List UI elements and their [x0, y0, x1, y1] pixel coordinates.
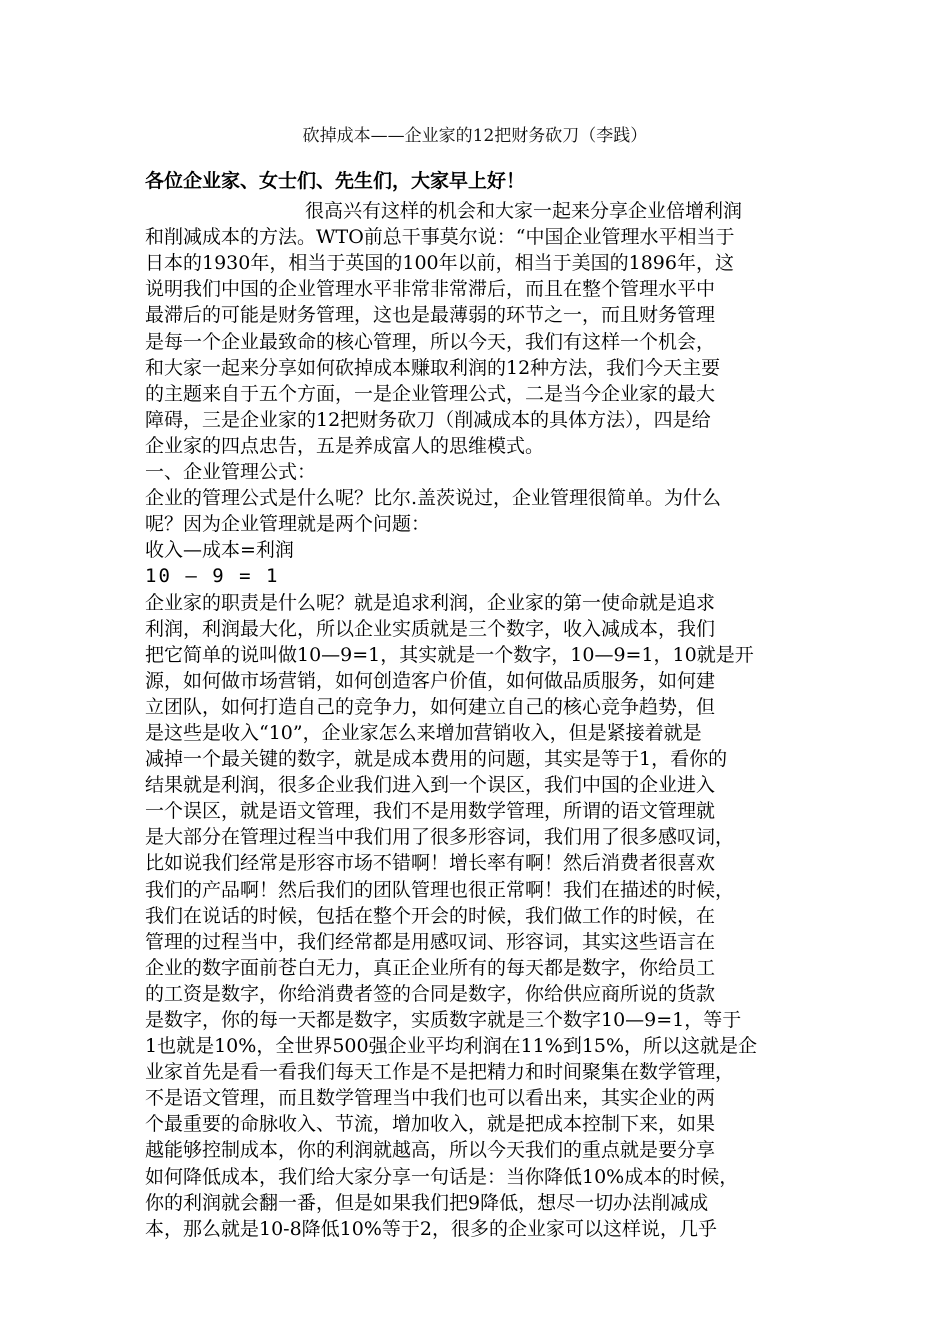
- body-line: 障碍，三是企业家的12把财务砍刀（削减成本的具体方法），四是给: [145, 408, 711, 431]
- body-line: 收入—成本=利润: [145, 539, 294, 562]
- body-line: 比如说我们经常是形容市场不错啊！增长率有啊！然后消费者很喜欢: [145, 852, 716, 875]
- body-line: 减掉一个最关键的数字，就是成本费用的问题，其实是等于1，看你的: [145, 748, 728, 771]
- body-line: 呢？因为企业管理就是两个问题：: [145, 513, 431, 536]
- document-title: 砍掉成本——企业家的12把财务砍刀（李践）: [302, 126, 648, 146]
- body-line: 最滞后的可能是财务管理，这也是最薄弱的环节之一，而且财务管理: [145, 304, 716, 327]
- body-line: 立团队，如何打造自己的竞争力，如何建立自己的核心竞争趋势，但: [145, 695, 716, 718]
- document-body: [145, 168, 810, 1242]
- body-line: 是这些是收入“10”，企业家怎么来增加营销收入，但是紧接着就是: [145, 721, 702, 744]
- body-line: 越能够控制成本，你的利润就越高，所以今天我们的重点就是要分享: [145, 1139, 716, 1162]
- paragraph-lines: [145, 198, 810, 1242]
- body-line: 把它简单的说叫做10—9=1，其实就是一个数字，10—9=1，10就是开: [145, 643, 754, 666]
- body-line: 的工资是数字，你给消费者签的合同是数字，你给供应商所说的货款: [145, 982, 716, 1005]
- body-line: 的主题来自于五个方面，一是企业管理公式，二是当今企业家的最大: [145, 382, 716, 405]
- body-line: 个最重要的命脉收入、节流，增加收入，就是把成本控制下来，如果: [145, 1113, 716, 1136]
- body-line: 如何降低成本，我们给大家分享一句话是：当你降低10%成本的时候，: [145, 1165, 739, 1188]
- body-line: 日本的1930年，相当于英国的100年以前，相当于美国的1896年，这: [145, 252, 734, 275]
- body-line: 和削减成本的方法。WTO前总干事莫尔说：“中国企业管理水平相当于: [145, 226, 735, 249]
- body-line: 10 — 9 = 1: [145, 565, 280, 588]
- body-line: 业家首先是看一看我们每天工作是不是把精力和时间聚集在数学管理，: [145, 1061, 735, 1084]
- body-line: 是每一个企业最致命的核心管理，所以今天，我们有这样一个机会，: [145, 330, 716, 353]
- body-line: 我们在说话的时候，包括在整个开会的时候，我们做工作的时候，在: [145, 904, 716, 927]
- greeting-line: 各位企业家、女士们、先生们，大家早上好！: [145, 170, 526, 192]
- body-line: 说明我们中国的企业管理水平非常非常滞后，而且在整个管理水平中: [145, 278, 716, 301]
- body-line: 是数字，你的每一天都是数字，实质数字就是三个数字10—9=1，等于: [145, 1009, 742, 1031]
- body-line: 管理的过程当中，我们经常都是用感叹词、形容词，其实这些语言在: [145, 930, 716, 953]
- body-line: 很高兴有这样的机会和大家一起来分享企业倍增利润: [305, 200, 743, 223]
- body-line: 一个误区，就是语文管理，我们不是用数学管理，所谓的语文管理就: [145, 800, 716, 823]
- body-line: 和大家一起来分享如何砍掉成本赚取利润的12种方法，我们今天主要: [145, 356, 721, 379]
- body-line: 利润，利润最大化，所以企业实质就是三个数字，收入减成本，我们: [145, 617, 716, 640]
- body-line: 企业的管理公式是什么呢？比尔.盖茨说过，企业管理很简单。为什么: [145, 487, 722, 510]
- body-line: 企业家的职责是什么呢？就是追求利润，企业家的第一使命就是追求: [145, 591, 716, 614]
- body-line: 1也就是10%，全世界500强企业平均利润在11%到15%，所以这就是企: [145, 1035, 758, 1058]
- body-line: 结果就是利润，很多企业我们进入到一个误区，我们中国的企业进入: [145, 774, 716, 797]
- body-line: 我们的产品啊！然后我们的团队管理也很正常啊！我们在描述的时候，: [145, 878, 735, 901]
- body-line: 你的利润就会翻一番，但是如果我们把9降低，想尽一切办法削减成: [145, 1191, 709, 1214]
- body-line: 企业的数字面前苍白无力，真正企业所有的每天都是数字，你给员工: [145, 956, 716, 979]
- body-line: 不是语文管理，而且数学管理当中我们也可以看出来，其实企业的两: [145, 1087, 716, 1110]
- body-line: 是大部分在管理过程当中我们用了很多形容词，我们用了很多感叹词，: [145, 826, 735, 849]
- body-line: 企业家的四点忠告，五是养成富人的思维模式。: [145, 434, 545, 457]
- body-line: 源，如何做市场营销，如何创造客户价值，如何做品质服务，如何建: [145, 669, 716, 692]
- body-line: 本，那么就是10-8降低10%等于2，很多的企业家可以这样说，几乎: [145, 1217, 718, 1240]
- body-line: 一、企业管理公式：: [145, 461, 317, 484]
